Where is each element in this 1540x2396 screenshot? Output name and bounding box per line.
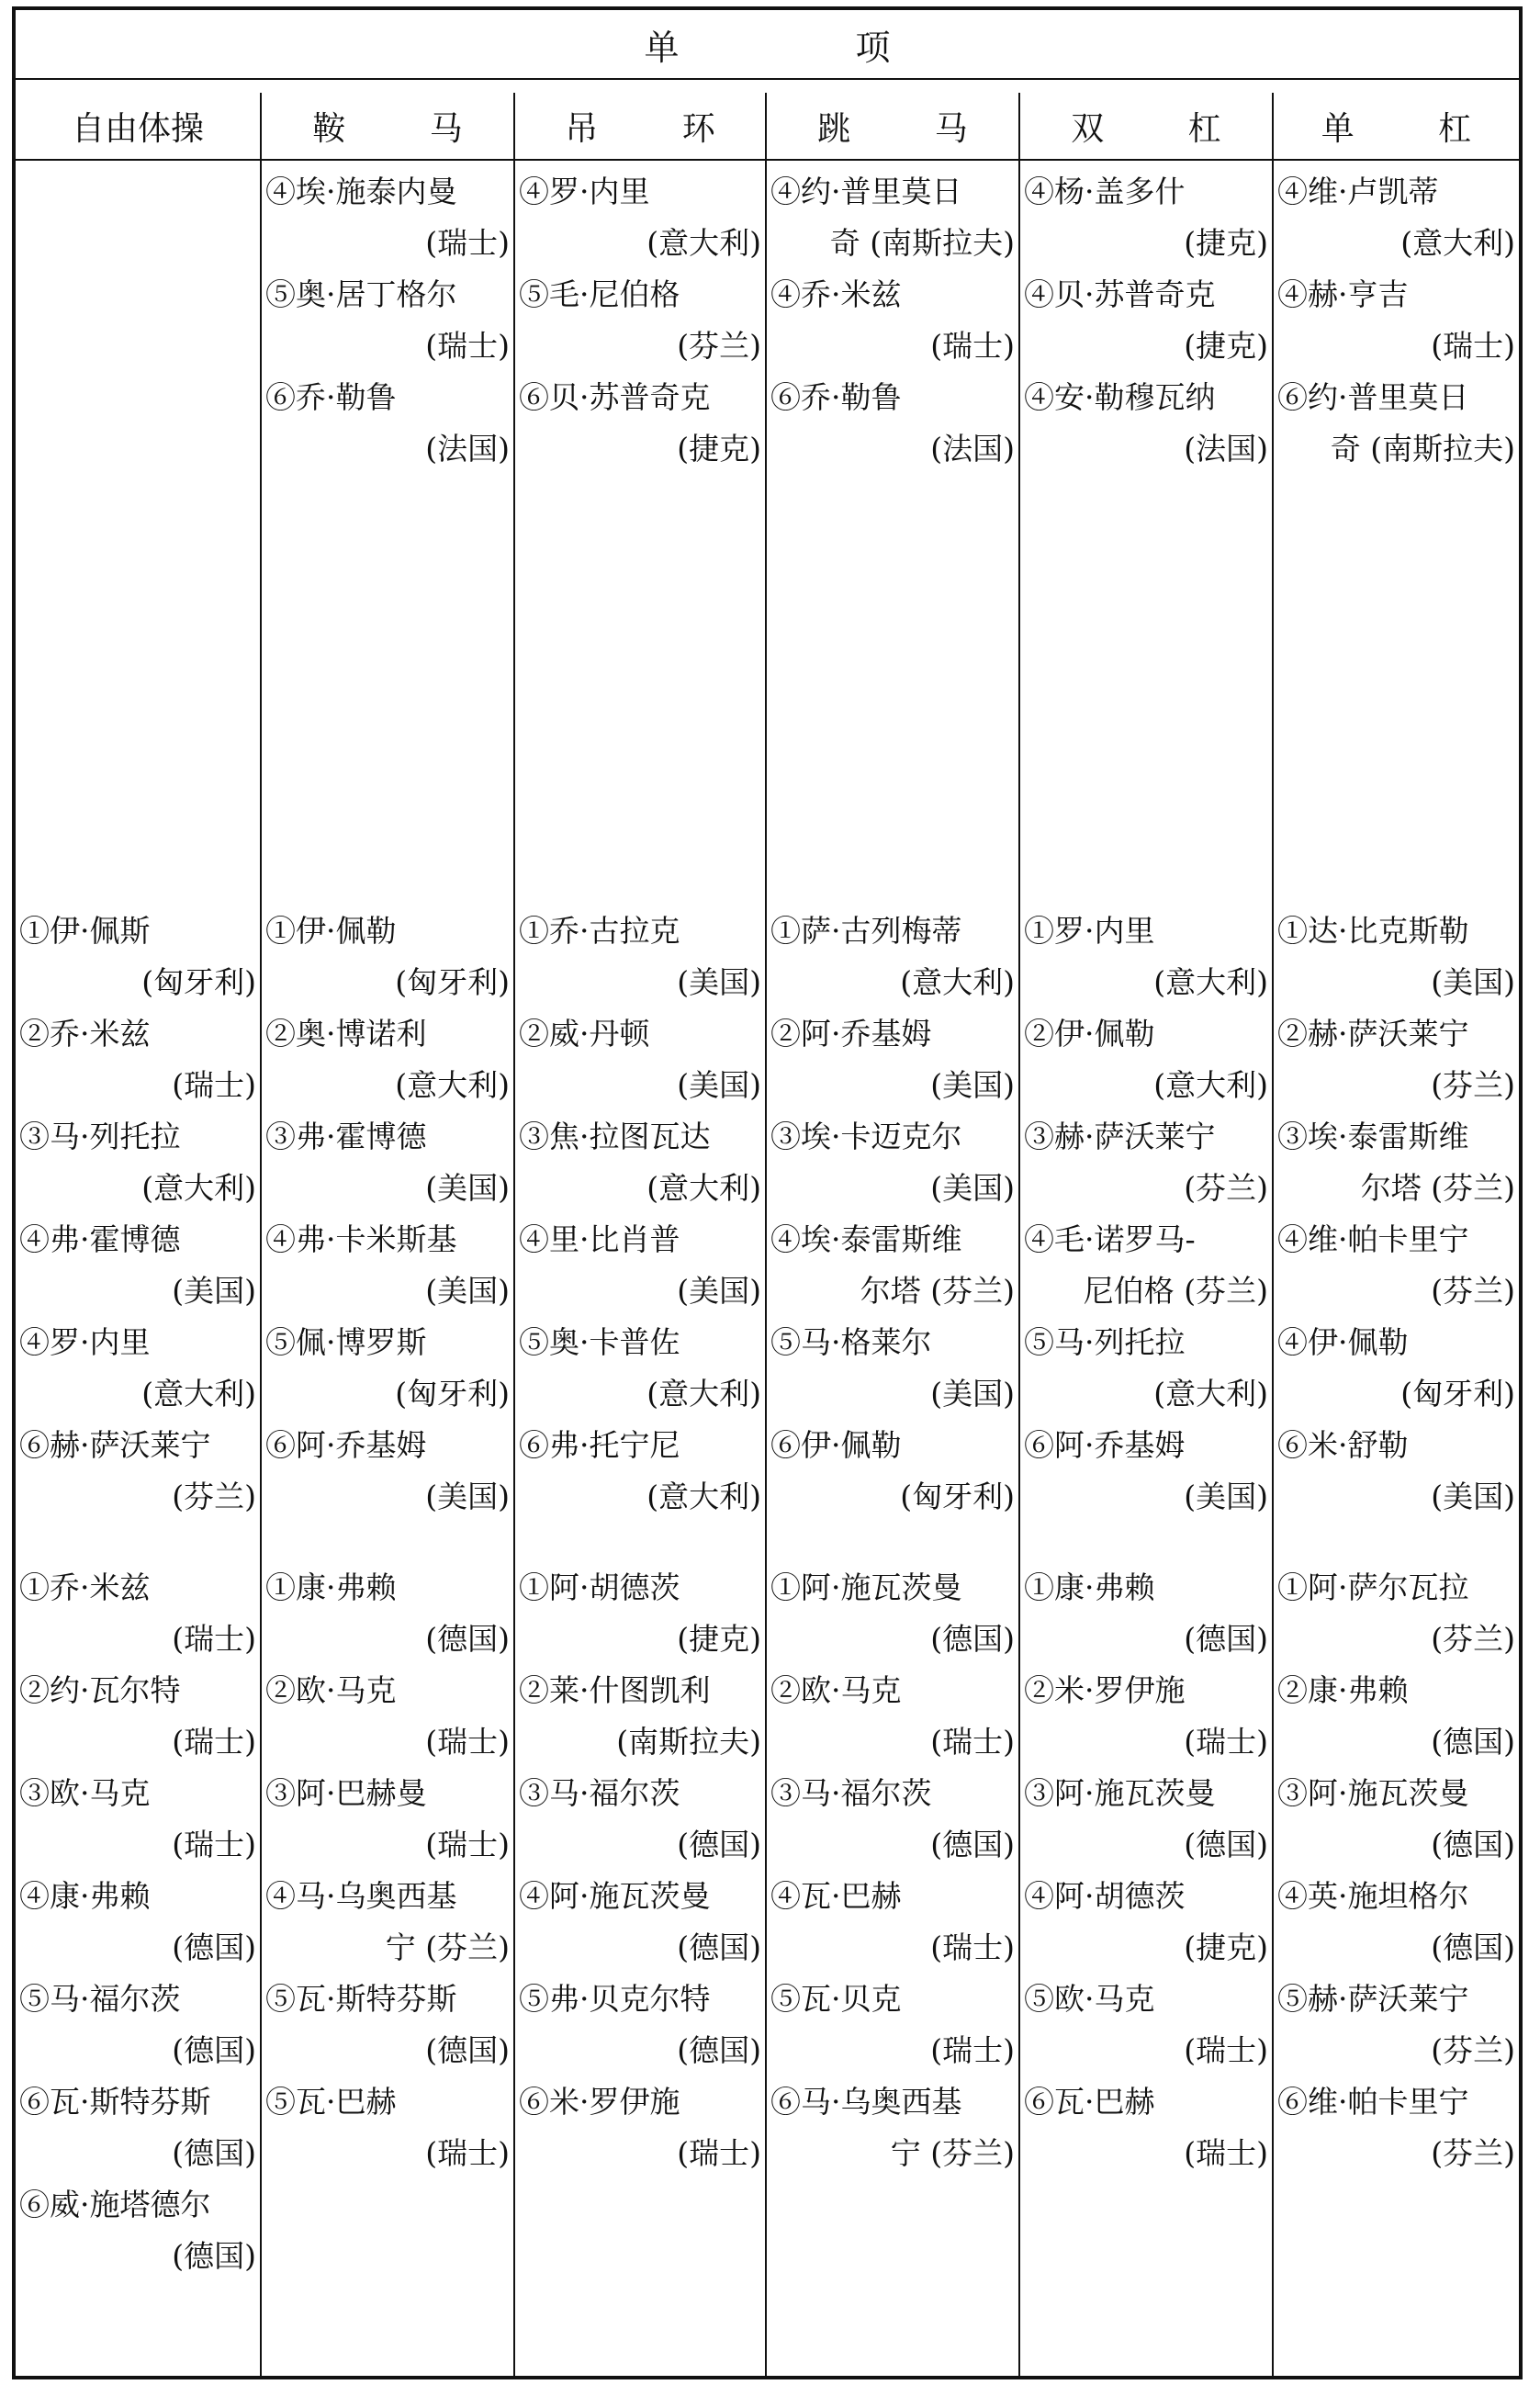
athlete-entry [515, 1420, 765, 1523]
athlete-country: (捷克) [1184, 225, 1268, 261]
athlete-name: ①康·弗赖 [265, 1569, 397, 1605]
athlete-name: ④马·乌奥西基 [265, 1878, 457, 1914]
athlete-name: ⑤赫·萨沃莱宁 [1277, 1981, 1469, 2017]
athlete-country: (德国) [425, 2032, 510, 2068]
athlete-name: ⑥伊·佩勒 [770, 1427, 902, 1463]
athlete-name: ④瓦·巴赫 [770, 1878, 902, 1914]
athlete-entry [1020, 1871, 1272, 1974]
athlete-country: (瑞士) [172, 1827, 256, 1862]
athlete-name: ⑥马·乌奥西基 [770, 2084, 962, 2120]
athlete-entry [16, 2179, 260, 2282]
athlete-entry [1274, 1008, 1519, 1111]
athlete-name: ④里·比肖普 [519, 1221, 680, 1257]
athlete-entry [1020, 1214, 1272, 1317]
athlete-country: (美国) [930, 1170, 1015, 1206]
athlete-name: ①萨·古列梅蒂 [770, 913, 962, 949]
athlete-entry [1020, 372, 1272, 475]
athlete-entry [767, 1562, 1018, 1665]
athlete-entry [1020, 1420, 1272, 1523]
athlete-name: ④伊·佩勒 [1277, 1324, 1409, 1360]
group-c-parallel-bars [1020, 1562, 1272, 2179]
group-c-horizontal-bar [1274, 1562, 1519, 2179]
group-b-floor-exercise [16, 906, 260, 1523]
athlete-entry [262, 1111, 513, 1214]
athlete-country: 宁 (芬兰) [890, 2135, 1015, 2171]
athlete-name: ②乔·米兹 [19, 1016, 151, 1052]
column-header-floor-exercise: 自由体操 [71, 109, 204, 148]
athlete-entry [1020, 1768, 1272, 1871]
athlete-entry [1274, 1665, 1519, 1768]
results-table [12, 6, 1523, 2379]
athlete-entry [16, 1111, 260, 1214]
athlete-entry [262, 372, 513, 475]
athlete-entry [515, 1317, 765, 1420]
athlete-country: (美国) [425, 1273, 510, 1309]
athlete-entry [767, 1111, 1018, 1214]
athlete-entry [262, 1974, 513, 2076]
athlete-country: (法国) [1184, 431, 1268, 467]
athlete-country: (德国) [677, 1827, 761, 1862]
athlete-country: (意大利) [395, 1067, 510, 1103]
athlete-name: ②欧·马克 [265, 1672, 397, 1708]
athlete-country: (法国) [425, 431, 510, 467]
athlete-country: (美国) [677, 1067, 761, 1103]
athlete-country: (德国) [172, 1929, 256, 1965]
athlete-entry [515, 906, 765, 1008]
athlete-name: ⑥威·施塔德尔 [19, 2187, 211, 2222]
athlete-name: ①罗·内里 [1024, 913, 1155, 949]
athlete-entry [1274, 1317, 1519, 1420]
athlete-name: ①达·比克斯勒 [1277, 913, 1469, 949]
athlete-country: (德国) [1431, 1724, 1515, 1760]
athlete-name: ②威·丹顿 [519, 1016, 650, 1052]
athlete-name: ①伊·佩勒 [265, 913, 397, 949]
athlete-country: (德国) [425, 1621, 510, 1657]
athlete-entry [515, 1974, 765, 2076]
athlete-entry [16, 1665, 260, 1768]
athlete-name: ⑤奥·居丁格尔 [265, 276, 457, 312]
athlete-entry [1020, 1562, 1272, 1665]
athlete-name: ⑥维·帕卡里宁 [1277, 2084, 1469, 2120]
athlete-name: ④贝·苏普奇克 [1024, 276, 1216, 312]
athlete-country: (意大利) [141, 1376, 256, 1412]
athlete-name: ④杨·盖多什 [1024, 174, 1186, 209]
athlete-country: 尔塔 (芬兰) [1360, 1170, 1515, 1206]
athlete-entry [1274, 1768, 1519, 1871]
group-b-horizontal-bar [1274, 906, 1519, 1523]
athlete-country: (德国) [930, 1827, 1015, 1862]
athlete-country: (意大利) [1153, 1376, 1268, 1412]
athlete-entry [1274, 372, 1519, 475]
athlete-name: ⑥赫·萨沃莱宁 [19, 1427, 211, 1463]
athlete-country: (德国) [677, 2032, 761, 2068]
athlete-country: (意大利) [646, 1376, 761, 1412]
athlete-country: (芬兰) [1184, 1170, 1268, 1206]
athlete-entry [767, 1420, 1018, 1523]
athlete-country: (德国) [1431, 1929, 1515, 1965]
athlete-name: ⑤毛·尼伯格 [519, 276, 680, 312]
athlete-entry [767, 906, 1018, 1008]
column-header-parallel-bars: 双 杠 [1071, 109, 1258, 148]
athlete-country: (意大利) [646, 1170, 761, 1206]
athlete-name: ⑤瓦·斯特芬斯 [265, 1981, 457, 2017]
athlete-name: ⑥瓦·巴赫 [1024, 2084, 1155, 2120]
athlete-entry [1274, 166, 1519, 269]
athlete-entry [767, 1768, 1018, 1871]
athlete-entry [1274, 906, 1519, 1008]
athlete-name: ③弗·霍博德 [265, 1119, 427, 1154]
athlete-name: ⑤马·列托拉 [1024, 1324, 1186, 1360]
athlete-name: ①乔·米兹 [19, 1569, 151, 1605]
athlete-entry [1020, 1974, 1272, 2076]
athlete-country: (瑞士) [425, 328, 510, 364]
athlete-name: ④弗·霍博德 [19, 1221, 181, 1257]
athlete-name: ④康·弗赖 [19, 1878, 151, 1914]
athlete-entry [262, 1562, 513, 1665]
athlete-name: ⑥乔·勒鲁 [265, 379, 397, 415]
athlete-entry [767, 2076, 1018, 2179]
athlete-entry [16, 1974, 260, 2076]
group-c-rings [515, 1562, 765, 2179]
athlete-entry [262, 1871, 513, 1974]
athlete-country: (美国) [425, 1479, 510, 1514]
athlete-name: ⑤马·格莱尔 [770, 1324, 932, 1360]
athlete-name: ⑤瓦·巴赫 [265, 2084, 397, 2120]
athlete-entry [1274, 1974, 1519, 2076]
athlete-country: (瑞士) [1184, 2032, 1268, 2068]
athlete-entry [262, 906, 513, 1008]
athlete-name: ②米·罗伊施 [1024, 1672, 1186, 1708]
column-header-vault: 跳 马 [817, 109, 1005, 148]
athlete-name: ③埃·泰雷斯维 [1277, 1119, 1469, 1154]
athlete-country: (意大利) [1400, 225, 1515, 261]
group-a-vault [767, 166, 1018, 475]
athlete-country: (美国) [677, 964, 761, 1000]
athlete-name: ⑥阿·乔基姆 [1024, 1427, 1186, 1463]
athlete-entry [515, 2076, 765, 2179]
athlete-country: (意大利) [141, 1170, 256, 1206]
athlete-name: ②奥·博诺利 [265, 1016, 427, 1052]
athlete-entry [767, 269, 1018, 372]
athlete-name: ④阿·胡德茨 [1024, 1878, 1186, 1914]
athlete-name: ②莱·什图凯利 [519, 1672, 711, 1708]
athlete-country: (德国) [172, 2032, 256, 2068]
athlete-country: (芬兰) [1431, 1273, 1515, 1309]
athlete-country: (芬兰) [172, 1479, 256, 1514]
table-title: 单 项 [644, 27, 973, 68]
athlete-name: ⑥瓦·斯特芬斯 [19, 2084, 211, 2120]
athlete-country: (瑞士) [425, 225, 510, 261]
athlete-name: ③赫·萨沃莱宁 [1024, 1119, 1216, 1154]
athlete-country: 尼伯格 (芬兰) [1083, 1273, 1268, 1309]
athlete-entry [1020, 166, 1272, 269]
athlete-entry [1274, 1214, 1519, 1317]
athlete-entry [262, 1420, 513, 1523]
athlete-entry [515, 372, 765, 475]
athlete-name: ③马·福尔茨 [519, 1775, 680, 1811]
athlete-country: (南斯拉夫) [616, 1724, 761, 1760]
athlete-country: (美国) [930, 1067, 1015, 1103]
athlete-country: (瑞士) [172, 1724, 256, 1760]
athlete-entry [767, 1974, 1018, 2076]
athlete-entry [767, 1008, 1018, 1111]
athlete-entry [767, 372, 1018, 475]
athlete-name: ④弗·卡米斯基 [265, 1221, 457, 1257]
athlete-country: (美国) [930, 1376, 1015, 1412]
athlete-entry [1020, 906, 1272, 1008]
athlete-entry [16, 1768, 260, 1871]
athlete-name: ④维·卢凯蒂 [1277, 174, 1439, 209]
athlete-country: (瑞士) [930, 1929, 1015, 1965]
athlete-name: ④罗·内里 [19, 1324, 151, 1360]
athlete-country: 奇 (南斯拉夫) [829, 225, 1015, 261]
athlete-name: ②赫·萨沃莱宁 [1277, 1016, 1469, 1052]
athlete-country: (瑞士) [425, 1827, 510, 1862]
athlete-name: ②阿·乔基姆 [770, 1016, 932, 1052]
athlete-entry [1274, 269, 1519, 372]
athlete-name: ⑤欧·马克 [1024, 1981, 1155, 2017]
athlete-country: (美国) [1184, 1479, 1268, 1514]
group-c-pommel-horse [262, 1562, 513, 2179]
athlete-name: ④约·普里莫日 [770, 174, 962, 209]
athlete-entry [262, 269, 513, 372]
athlete-name: ④埃·施泰内曼 [265, 174, 457, 209]
athlete-entry [1020, 1008, 1272, 1111]
athlete-entry [1274, 2076, 1519, 2179]
athlete-country: (匈牙利) [395, 964, 510, 1000]
athlete-entry [515, 1665, 765, 1768]
athlete-country: (匈牙利) [1400, 1376, 1515, 1412]
athlete-name: ③埃·卡迈克尔 [770, 1119, 962, 1154]
athlete-name: ②约·瓦尔特 [19, 1672, 181, 1708]
athlete-name: ③焦·拉图瓦达 [519, 1119, 711, 1154]
athlete-entry [16, 906, 260, 1008]
athlete-country: (美国) [1431, 964, 1515, 1000]
athlete-country: (捷克) [1184, 1929, 1268, 1965]
athlete-entry [16, 1317, 260, 1420]
athlete-country: (瑞士) [930, 2032, 1015, 2068]
athlete-name: ①阿·萨尔瓦拉 [1277, 1569, 1469, 1605]
column-header-pommel-horse: 鞍 马 [312, 109, 500, 148]
athlete-country: (美国) [677, 1273, 761, 1309]
athlete-country: (瑞士) [425, 2135, 510, 2171]
athlete-name: ③马·福尔茨 [770, 1775, 932, 1811]
athlete-country: (瑞士) [1184, 2135, 1268, 2171]
athlete-name: ⑤奥·卡普佐 [519, 1324, 680, 1360]
athlete-name: ①乔·古拉克 [519, 913, 680, 949]
athlete-name: ④英·施坦格尔 [1277, 1878, 1469, 1914]
athlete-name: ⑤马·福尔茨 [19, 1981, 181, 2017]
athlete-entry [1020, 1317, 1272, 1420]
athlete-entry [262, 1768, 513, 1871]
athlete-name: ④罗·内里 [519, 174, 650, 209]
athlete-entry [262, 2076, 513, 2179]
athlete-entry [16, 1008, 260, 1111]
athlete-name: ④毛·诺罗马- [1024, 1221, 1196, 1257]
athlete-entry [262, 1665, 513, 1768]
athlete-entry [515, 1871, 765, 1974]
athlete-entry [262, 1008, 513, 1111]
athlete-country: (瑞士) [930, 1724, 1015, 1760]
group-b-pommel-horse [262, 906, 513, 1523]
athlete-name: ③阿·施瓦茨曼 [1277, 1775, 1469, 1811]
athlete-entry [767, 1317, 1018, 1420]
athlete-country: 宁 (芬兰) [385, 1929, 510, 1965]
athlete-country: (德国) [172, 2238, 256, 2274]
group-a-pommel-horse [262, 166, 513, 475]
athlete-country: (德国) [172, 2135, 256, 2171]
athlete-country: (瑞士) [1184, 1724, 1268, 1760]
athlete-name: ①伊·佩斯 [19, 913, 151, 949]
athlete-country: (捷克) [677, 431, 761, 467]
athlete-entry [515, 1214, 765, 1317]
athlete-country: 尔塔 (芬兰) [860, 1273, 1015, 1309]
athlete-entry [1274, 1111, 1519, 1214]
athlete-entry [1274, 1420, 1519, 1523]
athlete-country: (意大利) [1153, 964, 1268, 1000]
athlete-entry [515, 1008, 765, 1111]
athlete-country: (匈牙利) [900, 1479, 1015, 1514]
athlete-country: (瑞士) [1431, 328, 1515, 364]
athlete-country: 奇 (南斯拉夫) [1330, 431, 1515, 467]
group-b-vault [767, 906, 1018, 1523]
athlete-name: ④安·勒穆瓦纳 [1024, 379, 1216, 415]
column-header-rings: 吊 环 [565, 109, 752, 148]
athlete-country: (匈牙利) [141, 964, 256, 1000]
athlete-entry [515, 166, 765, 269]
athlete-entry [1020, 269, 1272, 372]
athlete-entry [16, 1214, 260, 1317]
athlete-entry [262, 1317, 513, 1420]
athlete-country: (美国) [1431, 1479, 1515, 1514]
athlete-entry [1020, 1665, 1272, 1768]
athlete-name: ①康·弗赖 [1024, 1569, 1155, 1605]
athlete-name: ①阿·胡德茨 [519, 1569, 680, 1605]
athlete-entry [515, 1562, 765, 1665]
athlete-entry [1020, 1111, 1272, 1214]
athlete-entry [767, 1871, 1018, 1974]
athlete-name: ⑤瓦·贝克 [770, 1981, 902, 2017]
athlete-name: ③欧·马克 [19, 1775, 151, 1811]
athlete-country: (捷克) [677, 1621, 761, 1657]
athlete-name: ③阿·施瓦茨曼 [1024, 1775, 1216, 1811]
athlete-entry [1274, 1562, 1519, 1665]
athlete-entry [16, 1871, 260, 1974]
athlete-entry [1020, 2076, 1272, 2179]
athlete-name: ②欧·马克 [770, 1672, 902, 1708]
athlete-entry [767, 1665, 1018, 1768]
group-c-floor-exercise [16, 1562, 260, 2282]
athlete-country: (瑞士) [677, 2135, 761, 2171]
athlete-name: ④埃·泰雷斯维 [770, 1221, 962, 1257]
athlete-entry [767, 1214, 1018, 1317]
athlete-country: (芬兰) [1431, 1067, 1515, 1103]
athlete-name: ⑥阿·乔基姆 [265, 1427, 427, 1463]
athlete-entry [515, 269, 765, 372]
athlete-name: ③阿·巴赫曼 [265, 1775, 427, 1811]
athlete-country: (德国) [677, 1929, 761, 1965]
group-b-rings [515, 906, 765, 1523]
group-a-parallel-bars [1020, 166, 1272, 475]
athlete-name: ④乔·米兹 [770, 276, 902, 312]
athlete-country: (意大利) [646, 225, 761, 261]
athlete-entry [262, 1214, 513, 1317]
athlete-name: ⑥弗·托宁尼 [519, 1427, 680, 1463]
athlete-name: ⑤弗·贝克尔特 [519, 1981, 711, 2017]
athlete-name: ②康·弗赖 [1277, 1672, 1409, 1708]
athlete-name: ⑥米·舒勒 [1277, 1427, 1409, 1463]
athlete-country: (德国) [930, 1621, 1015, 1657]
group-a-rings [515, 166, 765, 475]
athlete-name: ②伊·佩勒 [1024, 1016, 1155, 1052]
athlete-entry [767, 166, 1018, 269]
athlete-country: (德国) [1431, 1827, 1515, 1862]
athlete-entry [16, 2076, 260, 2179]
athlete-country: (美国) [172, 1273, 256, 1309]
group-b-parallel-bars [1020, 906, 1272, 1523]
athlete-country: (匈牙利) [395, 1376, 510, 1412]
athlete-country: (瑞士) [930, 328, 1015, 364]
athlete-country: (芬兰) [1431, 2135, 1515, 2171]
athlete-country: (瑞士) [425, 1724, 510, 1760]
athlete-name: ③马·列托拉 [19, 1119, 181, 1154]
athlete-name: ④阿·施瓦茨曼 [519, 1878, 711, 1914]
athlete-country: (捷克) [1184, 328, 1268, 364]
athlete-entry [515, 1111, 765, 1214]
athlete-entry [16, 1562, 260, 1665]
athlete-country: (德国) [1184, 1621, 1268, 1657]
header-divider [16, 159, 1519, 161]
athlete-name: ①阿·施瓦茨曼 [770, 1569, 962, 1605]
title-divider [16, 78, 1519, 80]
athlete-name: ⑥约·普里莫日 [1277, 379, 1469, 415]
athlete-entry [515, 1768, 765, 1871]
athlete-country: (芬兰) [677, 328, 761, 364]
athlete-name: ⑥乔·勒鲁 [770, 379, 902, 415]
athlete-country: (芬兰) [1431, 1621, 1515, 1657]
athlete-country: (意大利) [646, 1479, 761, 1514]
athlete-country: (美国) [425, 1170, 510, 1206]
athlete-name: ⑥米·罗伊施 [519, 2084, 680, 2120]
athlete-country: (瑞士) [172, 1067, 256, 1103]
athlete-name: ⑥贝·苏普奇克 [519, 379, 711, 415]
athlete-country: (意大利) [900, 964, 1015, 1000]
athlete-country: (瑞士) [172, 1621, 256, 1657]
group-c-vault [767, 1562, 1018, 2179]
athlete-name: ④赫·亨吉 [1277, 276, 1409, 312]
athlete-name: ④维·帕卡里宁 [1277, 1221, 1469, 1257]
athlete-country: (意大利) [1153, 1067, 1268, 1103]
athlete-entry [1274, 1871, 1519, 1974]
athlete-country: (德国) [1184, 1827, 1268, 1862]
column-header-horizontal-bar: 单 杠 [1321, 109, 1509, 148]
athlete-country: (法国) [930, 431, 1015, 467]
athlete-entry [262, 166, 513, 269]
athlete-entry [16, 1420, 260, 1523]
athlete-name: ⑤佩·博罗斯 [265, 1324, 427, 1360]
athlete-country: (芬兰) [1431, 2032, 1515, 2068]
group-a-horizontal-bar [1274, 166, 1519, 475]
